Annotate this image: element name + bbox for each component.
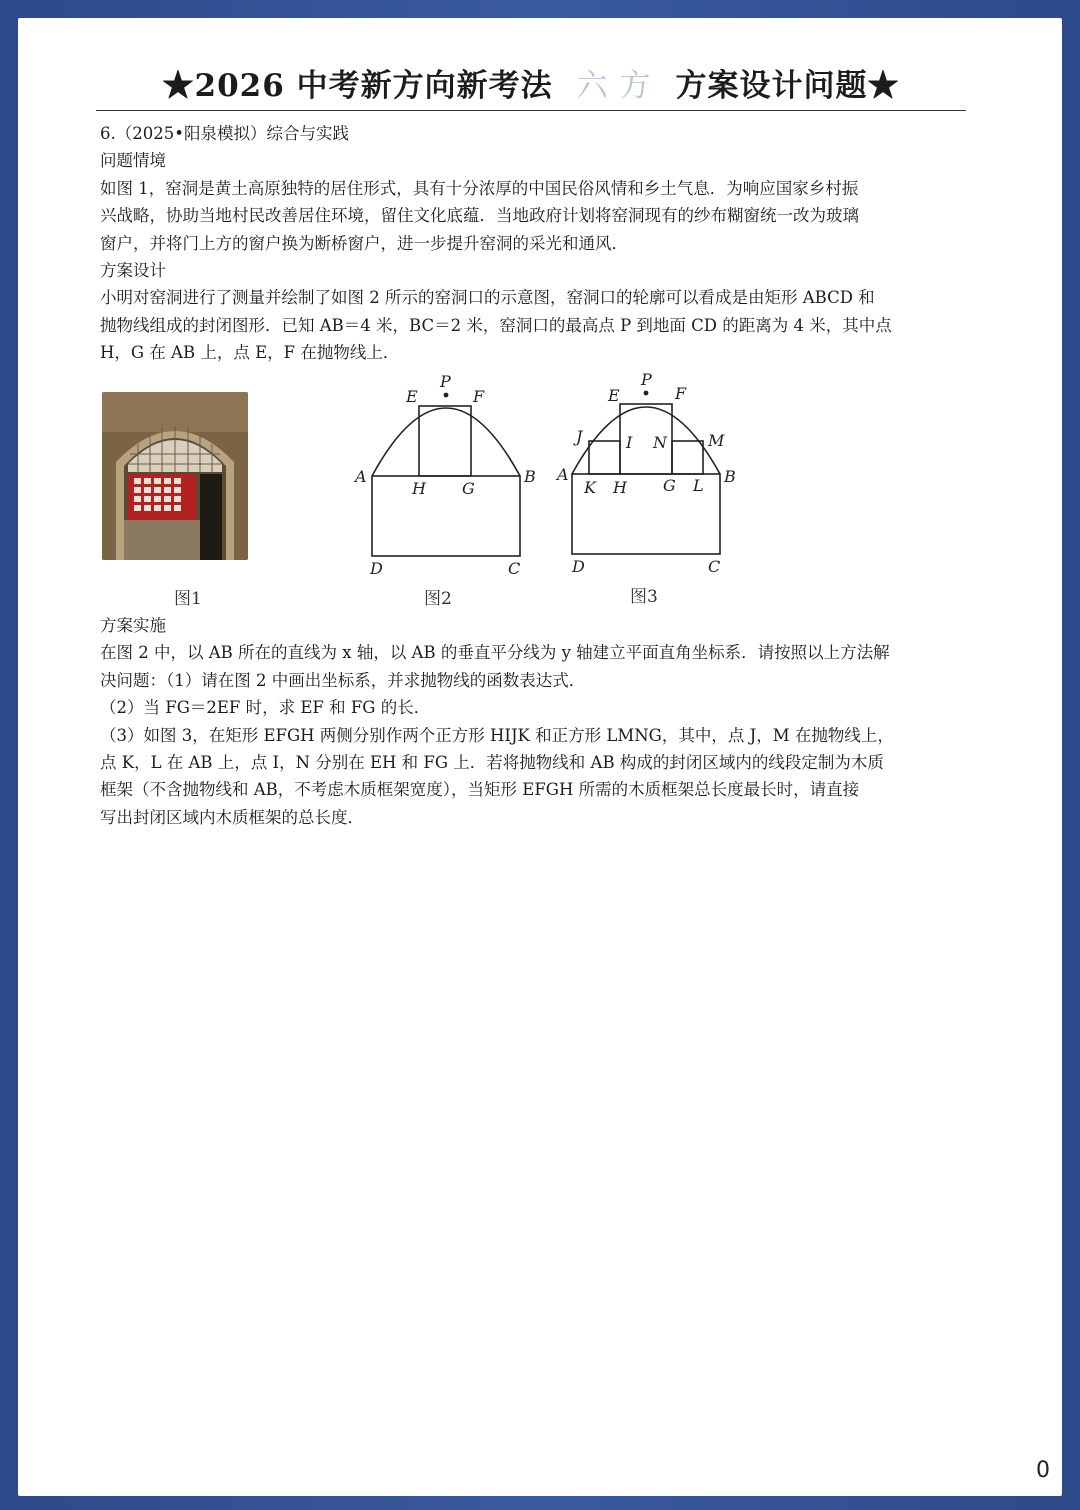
figure1-caption: 图1	[174, 589, 202, 609]
figure3-caption: 图3	[630, 587, 658, 607]
fig2-label-c: C	[508, 559, 521, 578]
fig2-label-p: P	[440, 372, 451, 391]
cave-photo-drawing	[102, 392, 248, 560]
fig2-label-b: B	[524, 467, 536, 486]
figure2-diagram	[348, 370, 548, 582]
paragraph-line: 决问题：（1）请在图 2 中画出坐标系，并求抛物线的函数表达式．	[100, 670, 586, 690]
fig3-label-a: A	[557, 465, 569, 484]
fig2-label-e: E	[406, 387, 418, 406]
problem-number: 6.（2025•阳泉模拟）综合与实践	[100, 124, 349, 143]
fig3-square-lmng	[672, 441, 703, 474]
title-underline	[96, 110, 966, 111]
fig3-label-n: N	[653, 433, 667, 452]
fig3-label-j: J	[576, 427, 583, 446]
figure3-diagram	[550, 370, 750, 582]
fig3-point-p	[644, 391, 649, 396]
paragraph-line: 框架（不含抛物线和 AB，不考虑木质框架宽度），当矩形 EFGH 所需的木质框架总长度最长时，请直接	[100, 780, 860, 800]
paragraph-line: 窗户，并将门上方的窗户换为断桥窗户，进一步提升窑洞的采光和通风．	[100, 233, 628, 253]
paragraph-line: 兴战略，协助当地村民改善居住环境，留住文化底蕴．当地政府计划将窑洞现有的纱布糊窗统一改为玻璃	[100, 206, 859, 226]
fig2-rectangle-efgh	[419, 406, 471, 476]
fig2-label-a: A	[355, 467, 367, 486]
fig3-label-p: P	[641, 370, 652, 389]
fig3-label-b: B	[724, 467, 736, 486]
fig3-label-k: K	[584, 478, 596, 497]
fig2-parabola	[372, 408, 520, 476]
fig3-label-d: D	[572, 557, 585, 576]
paragraph-line: 在图 2 中，以 AB 所在的直线为 x 轴，以 AB 的垂直平分线为 y 轴建立平面直角坐标系．请按照以上方法解	[100, 643, 890, 663]
page-number: 0	[1036, 1458, 1050, 1483]
cave-dwelling-photo	[102, 392, 248, 560]
title-mid-faded: 六 方	[576, 68, 652, 104]
page-title	[96, 62, 966, 110]
section-heading-situation: 问题情境	[100, 151, 166, 171]
fig2-label-g: G	[462, 479, 475, 498]
fig2-label-h: H	[412, 479, 426, 498]
section-heading-implementation: 方案实施	[100, 616, 166, 635]
paragraph-line: （3）如图 3，在矩形 EFGH 两侧分别作两个正方形 HIJK 和正方形 LMNG，其中，点 J，M 在抛物线上，	[100, 725, 894, 745]
fig3-label-i: I	[626, 433, 633, 452]
figure2-caption: 图2	[424, 589, 452, 609]
fig3-label-c: C	[708, 557, 721, 576]
fig3-label-l: L	[693, 476, 704, 495]
fig3-square-hijk	[589, 441, 620, 474]
title-left: ★2026 中考新方向新考法	[162, 68, 553, 104]
problem-text-lower	[100, 612, 946, 831]
paragraph-line: H，G 在 AB 上，点 E，F 在抛物线上．	[100, 343, 400, 363]
fig2-rectangle-abcd	[372, 476, 520, 556]
paragraph-line: 小明对窑洞进行了测量并绘制了如图 2 所示的窑洞口的示意图，窑洞口的轮廓可以看成是由矩形 ABCD 和	[100, 288, 875, 308]
paragraph-line: （2）当 FG＝2EF 时，求 EF 和 FG 的长．	[100, 698, 431, 718]
problem-text-upper	[100, 120, 946, 367]
section-heading-design: 方案设计	[100, 261, 166, 281]
fig3-label-g: G	[663, 476, 676, 495]
fig2-label-d: D	[370, 559, 383, 578]
figures-row	[100, 370, 946, 610]
paragraph-line: 写出封闭区域内木质框架的总长度．	[100, 807, 364, 827]
fig3-label-e: E	[608, 386, 620, 405]
paragraph-line: 如图 1，窑洞是黄土高原独特的居住形式，具有十分浓厚的中国民俗风情和乡土气息．为响应国家乡村振	[100, 178, 859, 198]
title-right: 方案设计问题★	[675, 68, 900, 104]
paragraph-line: 抛物线组成的封闭图形．已知 AB＝4 米，BC＝2 米，窑洞口的最高点 P 到地面 CD 的距离为 4 米，其中点	[100, 315, 892, 335]
paragraph-line: 点 K，L 在 AB 上，点 I，N 分别在 EH 和 FG 上．若将抛物线和 AB 构成的封闭区域内的线段定制为木质	[100, 753, 884, 773]
fig3-label-m: M	[708, 431, 725, 450]
fig3-label-f: F	[675, 384, 687, 403]
fig2-label-f: F	[473, 387, 485, 406]
fig3-label-h: H	[613, 478, 627, 497]
fig2-point-p	[444, 393, 449, 398]
